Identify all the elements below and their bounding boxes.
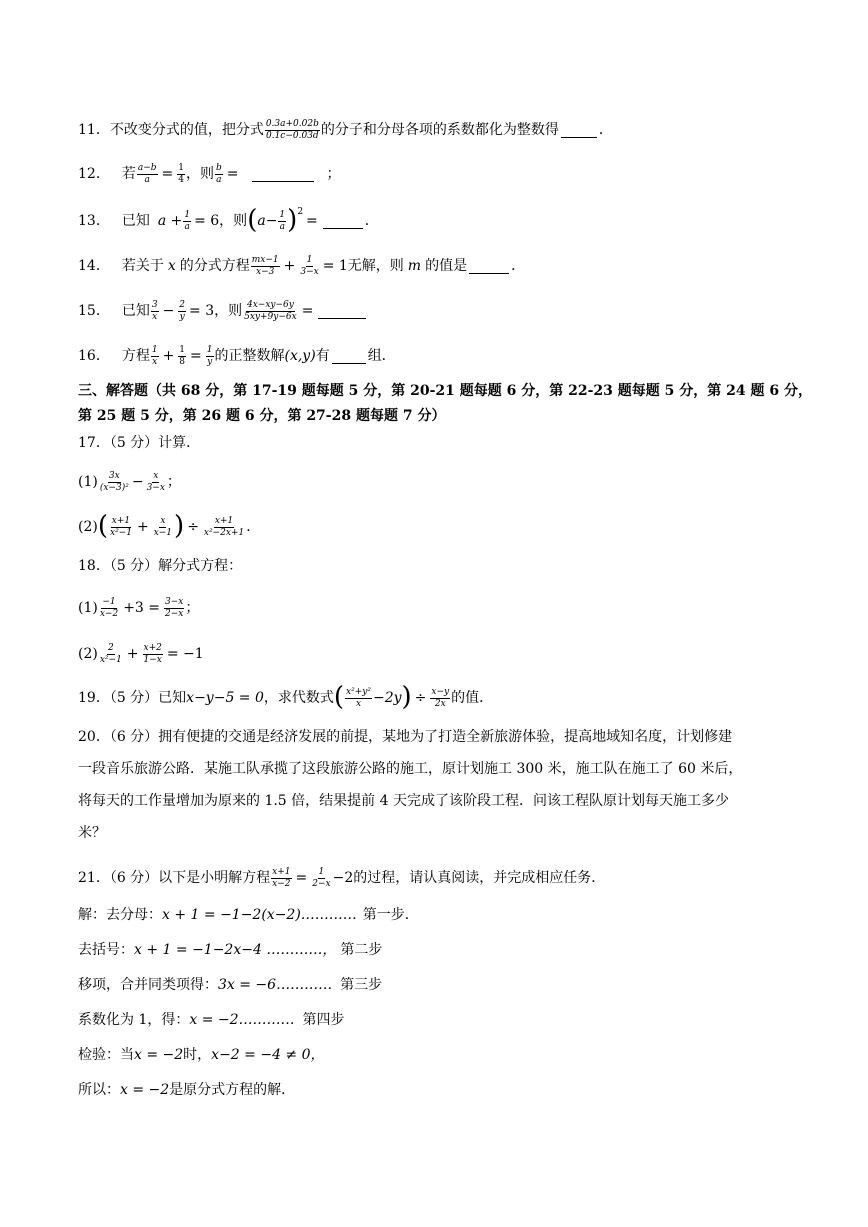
q20-line2: 一段音乐旅游公路．某施工队承揽了这段旅游公路的施工，原计划施工 300 米，施工队在施工了 60 米后，: [78, 761, 743, 777]
q12-label: 12．: [78, 166, 110, 182]
q13-frac2-den: a: [279, 221, 285, 232]
q16-eq: =: [190, 348, 202, 364]
q15-frac1-den: x: [152, 311, 158, 322]
q21-frac1-den: x−2: [272, 878, 291, 889]
q14-end: ．: [511, 258, 526, 274]
q13-frac2: [278, 211, 286, 232]
q12-frac1-num: a−b: [137, 162, 157, 173]
section-3-heading-line1: 三、解答题（共 68 分，第 17-19 题每题 5 分，第 20-21 题每题 6 分，第 22-23 题每题 5 分，第 24 题 6 分，: [78, 383, 812, 399]
q17-p1-index: (1): [78, 474, 98, 490]
question-14: [78, 253, 525, 279]
q18-p1-index: (1): [78, 600, 98, 616]
q17-p1-frac2-den: 3−x: [146, 482, 165, 493]
q12-frac3-den: a: [216, 174, 222, 185]
q14-text4: 的值是: [425, 258, 468, 274]
question-11: [78, 117, 613, 143]
q13-label: 13．: [78, 213, 110, 229]
q19-frac2: [430, 688, 450, 709]
q21-check-label: 检验：当: [78, 1047, 134, 1063]
q21-step2: [78, 937, 382, 963]
q11-frac-num: 0.3a+0.02b: [265, 118, 319, 129]
q19-mid: −2y: [372, 690, 402, 706]
q16-answer-blank[interactable]: [332, 349, 366, 364]
q19-frac2-den: 2x: [434, 698, 446, 709]
q21-step1-label: 解：去分母：: [78, 907, 162, 923]
question-17-part1: [78, 469, 181, 495]
q21-check-expr: x−2 = −4 ≠ 0，: [211, 1047, 325, 1063]
q15-frac1-num: 3: [151, 299, 158, 310]
q17-p2-frac3-num: x+1: [214, 515, 234, 526]
q21-step3-label: 移项，合并同类项得：: [78, 977, 218, 993]
q17-p1-frac2: [146, 472, 166, 493]
q16-frac2: [178, 346, 186, 367]
q11-label: 11．: [78, 122, 110, 138]
q18-p2-index: (2): [78, 646, 98, 662]
q17-p2-frac3-den: x²−2x+1: [203, 527, 245, 538]
q15-eq: =: [301, 303, 314, 319]
q21-step3: [78, 972, 382, 998]
q18-p1-plus: +3 =: [123, 600, 161, 616]
q21-check-value: x = −2: [134, 1047, 184, 1063]
q21-tail: −2的过程，请认真阅读，并完成相应任务．: [332, 870, 606, 886]
q14-text2: 的分式方程: [179, 258, 250, 274]
q14-frac1-num: mx−1: [251, 254, 279, 265]
q21-step2-tag: 第二步: [340, 942, 383, 958]
q15-frac2: [178, 301, 186, 322]
q12-end: ；: [326, 166, 341, 182]
q18-p1-frac1-den: x−2: [99, 608, 119, 619]
q18-p2-frac2-den: 1−x: [143, 654, 162, 665]
q14-label: 14．: [78, 258, 110, 274]
q17-p2-frac2: [153, 517, 173, 538]
q20-line4: 米？: [78, 825, 106, 841]
q14-plus: +: [283, 258, 296, 274]
q16-frac1: [151, 346, 159, 367]
q13-open-paren: (: [247, 205, 258, 235]
q21-frac2: [311, 868, 331, 889]
q12-frac3: [215, 164, 223, 185]
question-12: [78, 161, 340, 187]
question-18-part2: [78, 641, 204, 667]
q16-frac3-den: y: [207, 356, 213, 367]
question-15: [78, 298, 368, 324]
q12-eq2: =: [226, 166, 239, 182]
q21-frac2-den: 2−x: [312, 878, 331, 889]
q21-step2-label: 去括号：: [78, 942, 134, 958]
section-3-heading-line2: 第 25 题 5 分，第 26 题 6 分，第 27-28 题每题 7 分）: [78, 408, 446, 424]
q21-step1: [78, 902, 419, 928]
q18-p2-end: = −1: [166, 646, 204, 662]
q17-p2-plus: +: [136, 519, 149, 535]
q15-minus: −: [162, 303, 175, 319]
q17-p1-frac1: [99, 472, 130, 493]
q13-expr1: a +: [157, 213, 183, 229]
q17-p2-frac1-num: x+1: [111, 515, 131, 526]
q21-step1-tag: 第一步．: [362, 907, 419, 923]
q14-answer-blank[interactable]: [469, 259, 509, 274]
q21-step4-expr: x = −2…………: [189, 1012, 295, 1028]
q12-eq: =: [161, 166, 174, 182]
q21-conclusion-label: 所以：: [78, 1082, 120, 1098]
q13-close-paren: ): [287, 205, 298, 235]
q19-condition: x−y−5 = 0: [186, 690, 264, 706]
q18-p2-frac1-den: x²−1: [99, 654, 122, 665]
q19-end: 的值．: [451, 690, 494, 706]
q18-p1-frac2-num: 3−x: [165, 596, 184, 607]
q17-p1-frac2-num: x: [153, 470, 159, 481]
q19-frac1: [345, 688, 372, 709]
q21-step4-tag: 第四步: [302, 1012, 345, 1028]
q18-p1-frac1: [99, 598, 119, 619]
q16-label: 16．: [78, 348, 110, 364]
q14-frac2-num: 1: [306, 254, 313, 265]
q13-frac1-den: a: [184, 221, 190, 232]
q12-frac2-num: 1: [178, 162, 184, 173]
q12-frac1: [137, 164, 158, 185]
q16-text3: 有: [315, 348, 330, 364]
q18-p2-frac1: [99, 644, 123, 665]
q15-frac2-den: y: [179, 311, 185, 322]
q18-p2-frac1-num: 2: [107, 642, 114, 653]
question-13: [78, 205, 379, 235]
q21-step3-expr: 3x = −6…………: [218, 977, 333, 993]
q19-frac1-num: x²+y²: [346, 686, 371, 697]
q21-frac1: [271, 868, 291, 889]
q13-exponent: 2: [297, 207, 304, 217]
q21-step3-tag: 第三步: [340, 977, 383, 993]
q11-text: 不改变分式的值，把分式: [109, 122, 264, 138]
q13-text: 已知: [121, 213, 150, 229]
q14-frac2: [299, 256, 319, 277]
question-18-title: 18．（5 分）解分式方程：: [78, 558, 243, 574]
q15-text: 已知: [121, 303, 150, 319]
q12-text2: ，则: [185, 166, 214, 182]
q19-frac2-num: x−y: [431, 686, 450, 697]
q17-p2-open-paren: (: [97, 511, 108, 541]
q12-answer-blank[interactable]: [252, 167, 314, 182]
q13-eq: =: [306, 213, 318, 229]
q15-frac3-num: 4x−xy−6y: [246, 299, 294, 310]
q16-text: 方程: [121, 348, 150, 364]
q16-frac1-den: x: [152, 356, 158, 367]
q18-p2-frac2: [143, 644, 163, 665]
q16-frac2-num: 1: [179, 344, 186, 355]
q13-end: ．: [364, 213, 379, 229]
q14-frac1-den: x−3: [256, 266, 275, 277]
q17-p2-end: ．: [246, 519, 261, 535]
q11-end: ．: [598, 122, 613, 138]
q17-p2-frac1-den: x²−1: [110, 527, 132, 538]
q11-frac-den: 0.1c−0.03d: [265, 130, 319, 141]
q16-frac1-num: 1: [151, 344, 158, 355]
q13-frac2-num: 1: [279, 209, 286, 220]
q16-plus: +: [162, 348, 175, 364]
q18-p2-frac2-num: x+2: [143, 642, 162, 653]
q21-step4-label: 系数化为 1，得：: [78, 1012, 190, 1028]
q17-p2-frac2-den: x−1: [153, 527, 173, 538]
q16-text2: 的正整数解: [214, 348, 285, 364]
q21-frac2-num: 1: [318, 866, 325, 877]
q18-p1-frac1-num: −1: [102, 596, 116, 607]
q19-frac1-den: x: [355, 698, 362, 709]
q21-frac1-num: x+1: [272, 866, 291, 877]
q21-conclusion-value: x = −2: [120, 1082, 170, 1098]
q21-conclusion: [78, 1077, 295, 1103]
q20-line1: 20．（6 分）拥有便捷的交通是经济发展的前提，某地为了打造全新旅游体验，提高地域知名度，计划修建: [78, 729, 733, 745]
q15-label: 15．: [78, 303, 110, 319]
question-19: [78, 682, 494, 712]
q18-p1-frac2: [164, 598, 184, 619]
question-20: [78, 721, 794, 849]
question-16: [78, 343, 396, 369]
question-18-part1: [78, 595, 199, 621]
q21-label: 21．（6 分）以下是小明解方程: [78, 870, 271, 886]
q16-frac2-den: 8: [179, 356, 186, 367]
q13-expr3: a−: [257, 213, 278, 229]
question-17-part2: [78, 511, 261, 541]
q11-answer-blank[interactable]: [561, 123, 597, 138]
q21-eq: =: [295, 870, 308, 886]
q14-text: 若关于: [121, 258, 164, 274]
q12-frac2: [177, 164, 185, 185]
q14-text3: = 1无解，则: [322, 258, 404, 274]
q18-p1-end: ；: [185, 600, 200, 616]
q16-frac3: [206, 346, 214, 367]
q15-text2: = 3，则: [189, 303, 243, 319]
q19-label: 19．（5 分）已知: [78, 690, 187, 706]
q21-step1-expr: x + 1 = −1−2(x−2)…………: [162, 907, 357, 923]
q14-frac1: [251, 256, 280, 277]
q18-p1-frac2-den: 2−x: [165, 608, 184, 619]
q21-step2-expr: x + 1 = −1−2x−4 …………，: [134, 942, 337, 958]
q16-end: 组．: [367, 348, 396, 364]
q17-p2-frac3: [203, 517, 245, 538]
q17-p2-close-paren: ): [174, 511, 185, 541]
q15-frac1: [151, 301, 159, 322]
q14-var-m: m: [407, 258, 422, 274]
q16-frac3-num: 1: [206, 344, 213, 355]
q21-check: [78, 1042, 325, 1068]
q17-p1-frac1-num: 3x: [108, 470, 120, 481]
question-17-title: 17．（5 分）计算．: [78, 435, 201, 451]
q11-fraction: [265, 120, 320, 141]
q13-frac1-num: 1: [184, 209, 191, 220]
q15-frac3-den: 5xy+9y−6x: [244, 311, 297, 322]
q13-answer-blank[interactable]: [323, 214, 363, 229]
q15-frac2-num: 2: [179, 299, 186, 310]
q11-text2: 的分子和分母各项的系数都化为整数得: [320, 122, 559, 138]
q16-pair: (x,y): [284, 348, 316, 364]
q21-step4: [78, 1007, 345, 1033]
q12-frac2-den: 4: [178, 174, 184, 185]
q12-frac3-num: b: [215, 162, 222, 173]
q19-text: ，求代数式: [263, 690, 334, 706]
q17-p1-minus: −: [131, 474, 144, 490]
q15-frac3: [243, 301, 298, 322]
q17-p2-index: (2): [78, 519, 98, 535]
q21-conclusion-text: 是原分式方程的解．: [169, 1082, 296, 1098]
q18-p2-plus: +: [126, 646, 139, 662]
q14-var-x: x: [167, 258, 176, 274]
q13-expr2: = 6，则: [194, 213, 248, 229]
q17-p1-end: ；: [166, 474, 181, 490]
q20-line3: 将每天的工作量增加为原来的 1.5 倍，结果提前 4 天完成了该阶段工程．问该工程队原计划每天施工多少: [78, 793, 729, 809]
q13-frac1: [183, 211, 191, 232]
question-21: [78, 865, 605, 891]
q12-text: 若: [121, 166, 136, 182]
q14-frac2-den: 3−x: [300, 266, 319, 277]
q17-p2-frac2-num: x: [160, 515, 166, 526]
q19-close-paren: ): [401, 682, 412, 712]
q15-answer-blank[interactable]: [318, 304, 366, 319]
q17-p2-frac1: [109, 517, 133, 538]
q21-check-when: 时，: [183, 1047, 212, 1063]
q17-p1-frac1-den: (x−3)²: [99, 482, 129, 493]
q19-div: ÷: [414, 690, 427, 706]
q19-open-paren: (: [333, 682, 345, 712]
q17-p2-div: ÷: [187, 519, 199, 535]
q12-frac1-den: a: [144, 174, 150, 185]
